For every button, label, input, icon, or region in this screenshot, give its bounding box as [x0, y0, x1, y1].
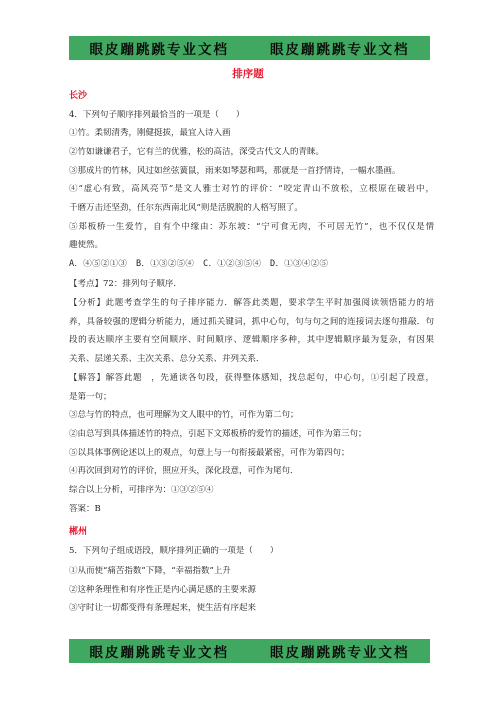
question-5-stem: 5．下列句子组成语段，顺序排列正确的一项是（ ）: [69, 546, 279, 556]
banner-left-text: 眼皮蹦跳跳专业文档: [89, 42, 229, 58]
question-4-stem: 4．下列句子顺序排列最恰当的一项是（ ）: [69, 110, 245, 120]
footer-banner: [69, 639, 430, 663]
q4-analysis-line: 综合以上分析，可排序为：①③②⑤④: [69, 485, 214, 495]
q4-answer: 答案：B: [69, 504, 101, 514]
q5-item: ③守时让一切都变得有条理起来，使生活有序起来: [69, 603, 257, 613]
q4-item: ③那成片的竹林，风过如丝弦簧鼠，雨来如琴瑟和鸣，那就是一首抒情诗，一幅水墨画。: [69, 166, 401, 176]
q4-item: ①竹。柔韧清秀，刚健挺拔，最宜入诗入画: [69, 128, 231, 138]
q4-item: ②竹如谦谦君子，它有兰的优雅，松的高洁，深受古代文人的青睐。: [69, 147, 325, 157]
q4-item: 千磨万击还坚劲，任尔东西南北风”则是活脱脱的人格写照了。: [69, 203, 303, 213]
q4-analysis-line: 是第一句；: [69, 392, 112, 402]
q4-analysis-line: 【解答】解答此题 ，先通读各句段，获得整体感知，找总起句，中心句，①引起了段意，: [69, 373, 434, 383]
header-banner: [69, 36, 430, 60]
q4-options: A．④⑤②①③ B．①③②⑤④ C．①②③⑤④ D．①③④②⑤: [69, 259, 329, 269]
q4-analysis-line: ⑤以具体事例论述以上的观点，句意上与一句衔接最紧密，可作为第四句；: [69, 448, 350, 458]
q4-item: 趣使然。: [69, 240, 104, 250]
q4-item: ④“虚心有致，高风亮节”是文人雅士对竹的评价：“咬定青山不放松，立根原在破岩中，: [69, 184, 434, 194]
region-label-changsha: 长沙: [69, 91, 88, 101]
q4-analysis-line: 关系、层递关系、主次关系、总分关系、并列关系．: [69, 354, 265, 364]
banner-left-text: 眼皮蹦跳跳专业文档: [89, 645, 229, 661]
q5-item: ②这种条理性和有序性正是内心满足感的主要来源: [69, 585, 257, 595]
q4-analysis-line: 段的表达顺序主要有空间顺序、时间顺序、逻辑顺序多种，其中逻辑顺序最为复杂，有因果: [69, 335, 434, 345]
q4-analysis-line: 养，具备较强的逻辑分析能力，通过抓关键词，抓中心句，句与句之间的连接词去逐句推敲．句: [69, 317, 434, 327]
q4-analysis-line: 【考点】72：排列句子顺序．: [69, 279, 182, 289]
page-title: 排序题: [232, 68, 264, 80]
q4-analysis-line: ②由总写到具体描述竹的特点，引起下文郑板桥的爱竹的描述，可作为第三句；: [69, 429, 367, 439]
q4-analysis-line: ④再次回到对竹的评价，照应开头，深化段意，可作为尾句．: [69, 466, 299, 476]
q5-item: ①从而使“痛苦指数”下降，“幸福指数”上升: [69, 566, 231, 576]
q4-item: ⑤郑板桥一生爱竹，自有个中缘由：苏东坡：“宁可食无肉，不可居无竹”，也不仅仅是情: [69, 222, 434, 232]
banner-right-text: 眼皮蹦跳跳专业文档: [270, 645, 410, 661]
q4-analysis-line: ③总与竹的特点，也可理解为文人眼中的竹，可作为第二句；: [69, 410, 299, 420]
banner-right-text: 眼皮蹦跳跳专业文档: [270, 42, 410, 58]
region-label-chenzhou: 郴州: [69, 527, 88, 537]
q4-analysis-line: 【分析】此题考查学生的句子排序能力．解答此类题，要求学生平时加强阅读领悟能力的培: [69, 298, 434, 308]
